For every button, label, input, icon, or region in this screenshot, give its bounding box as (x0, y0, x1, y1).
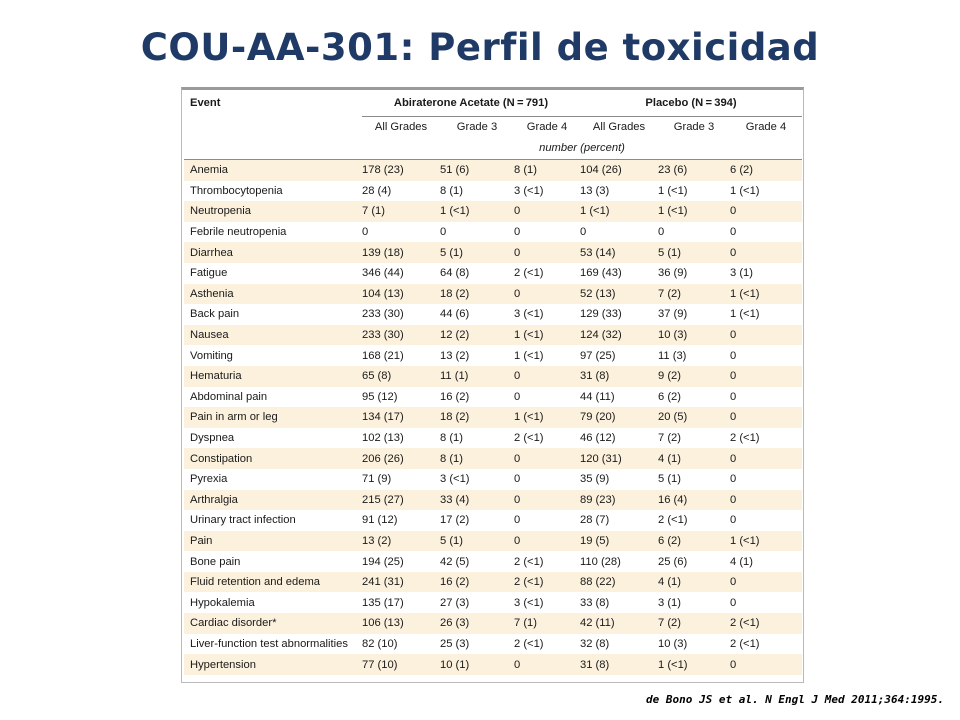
table-cell: 3 (<1) (514, 304, 580, 325)
table-row (184, 407, 802, 428)
table-cell: 11 (1) (440, 366, 514, 387)
table-cell: 0 (514, 469, 580, 490)
table-cell: 89 (23) (580, 490, 658, 511)
table-cell: 2 (<1) (514, 572, 580, 593)
table-row (184, 366, 802, 387)
table-cell: 3 (<1) (514, 181, 580, 202)
table-cell: 42 (5) (440, 551, 514, 572)
table-cell: 233 (30) (362, 325, 440, 346)
table-cell: 26 (3) (440, 613, 514, 634)
table-cell: 7 (1) (514, 613, 580, 634)
table-cell: 120 (31) (580, 448, 658, 469)
table-cell: 8 (1) (440, 428, 514, 449)
table-cell: 0 (362, 222, 440, 243)
table-cell: 77 (10) (362, 654, 440, 675)
table-cell: 97 (25) (580, 345, 658, 366)
table-row (184, 263, 802, 284)
event-name: Nausea (184, 325, 362, 346)
table-cell: 0 (730, 448, 802, 469)
event-name: Anemia (184, 160, 362, 181)
table-cell: 35 (9) (580, 469, 658, 490)
table-cell: 3 (1) (730, 263, 802, 284)
table-cell: 1 (<1) (730, 284, 802, 305)
table-cell: 64 (8) (440, 263, 514, 284)
table-cell: 1 (<1) (730, 531, 802, 552)
table-cell: 6 (2) (658, 531, 730, 552)
table-cell: 2 (<1) (730, 613, 802, 634)
group-header-placebo: Placebo (N = 394) (580, 90, 802, 117)
table-cell: 4 (1) (730, 551, 802, 572)
table-cell: 53 (14) (580, 242, 658, 263)
table-cell: 215 (27) (362, 490, 440, 511)
table-cell: 42 (11) (580, 613, 658, 634)
table-cell: 139 (18) (362, 242, 440, 263)
table-row (184, 160, 802, 181)
subheader-grade-3: Grade 3 (673, 121, 715, 133)
table-row (184, 448, 802, 469)
event-name: Back pain (184, 304, 362, 325)
table-cell: 110 (28) (580, 551, 658, 572)
table-cell: 44 (6) (440, 304, 514, 325)
table-cell: 3 (<1) (440, 469, 514, 490)
table-row (184, 654, 802, 675)
table-cell: 4 (1) (658, 572, 730, 593)
table-cell: 0 (730, 201, 802, 222)
table-cell: 0 (514, 448, 580, 469)
table-cell: 16 (4) (658, 490, 730, 511)
table-row (184, 592, 802, 613)
subheader-all-grades: All Grades (374, 121, 428, 133)
table-cell: 33 (4) (440, 490, 514, 511)
table-cell: 0 (730, 469, 802, 490)
table-cell: 206 (26) (362, 448, 440, 469)
table-cell: 0 (730, 592, 802, 613)
table-cell: 135 (17) (362, 592, 440, 613)
table-cell: 31 (8) (580, 654, 658, 675)
table-cell: 13 (2) (362, 531, 440, 552)
table-cell: 18 (2) (440, 407, 514, 428)
event-name: Abdominal pain (184, 387, 362, 408)
table-cell: 91 (12) (362, 510, 440, 531)
table-row (184, 531, 802, 552)
table-cell: 0 (514, 242, 580, 263)
table-cell: 106 (13) (362, 613, 440, 634)
table-cell: 5 (1) (658, 469, 730, 490)
table-cell: 0 (730, 366, 802, 387)
table-cell: 36 (9) (658, 263, 730, 284)
table-cell: 178 (23) (362, 160, 440, 181)
table-row (184, 634, 802, 655)
table-cell: 82 (10) (362, 634, 440, 655)
table-cell: 8 (1) (440, 448, 514, 469)
table-row (184, 181, 802, 202)
table-cell: 65 (8) (362, 366, 440, 387)
table-cell: 0 (730, 510, 802, 531)
table-cell: 13 (2) (440, 345, 514, 366)
event-name: Thrombocytopenia (184, 181, 362, 202)
table-cell: 0 (730, 407, 802, 428)
units-label: number (percent) (362, 137, 802, 160)
table-cell: 0 (730, 325, 802, 346)
event-name: Dyspnea (184, 428, 362, 449)
table-cell: 0 (514, 222, 580, 243)
table-cell: 1 (<1) (658, 654, 730, 675)
event-name: Febrile neutropenia (184, 222, 362, 243)
table-cell: 0 (580, 222, 658, 243)
table-cell: 0 (514, 490, 580, 511)
table-cell: 2 (<1) (658, 510, 730, 531)
table-cell: 5 (1) (440, 242, 514, 263)
table-cell: 2 (<1) (730, 428, 802, 449)
table-cell: 124 (32) (580, 325, 658, 346)
table-cell: 6 (2) (730, 160, 802, 181)
event-name: Hypertension (184, 654, 362, 675)
table-row (184, 469, 802, 490)
table-cell: 44 (11) (580, 387, 658, 408)
table-cell: 169 (43) (580, 263, 658, 284)
event-name: Diarrhea (184, 242, 362, 263)
table-cell: 9 (2) (658, 366, 730, 387)
table-cell: 28 (4) (362, 181, 440, 202)
table-cell: 7 (2) (658, 428, 730, 449)
table-cell: 33 (8) (580, 592, 658, 613)
table-cell: 0 (514, 366, 580, 387)
table-cell: 1 (<1) (440, 201, 514, 222)
event-name: Pain (184, 531, 362, 552)
table-cell: 129 (33) (580, 304, 658, 325)
table-cell: 0 (730, 222, 802, 243)
event-name: Neutropenia (184, 201, 362, 222)
table-row (184, 510, 802, 531)
table-row (184, 387, 802, 408)
table-row (184, 572, 802, 593)
table-cell: 7 (1) (362, 201, 440, 222)
table-cell: 346 (44) (362, 263, 440, 284)
table-cell: 37 (9) (658, 304, 730, 325)
table-cell: 28 (7) (580, 510, 658, 531)
table-cell: 1 (<1) (514, 325, 580, 346)
table-cell: 1 (<1) (730, 304, 802, 325)
table-cell: 0 (730, 242, 802, 263)
table-cell: 1 (<1) (514, 407, 580, 428)
event-header: Event (190, 97, 221, 110)
table-cell: 2 (<1) (730, 634, 802, 655)
table-cell: 233 (30) (362, 304, 440, 325)
citation: de Bono JS et al. N Engl J Med 2011;364:1995. (645, 693, 944, 706)
event-name: Urinary tract infection (184, 510, 362, 531)
table-cell: 0 (514, 387, 580, 408)
table-cell: 18 (2) (440, 284, 514, 305)
subheader-grade-4: Grade 4 (526, 121, 568, 133)
event-name: Pain in arm or leg (184, 407, 362, 428)
event-name: Constipation (184, 448, 362, 469)
table-cell: 19 (5) (580, 531, 658, 552)
event-name: Hematuria (184, 366, 362, 387)
table-cell: 0 (730, 490, 802, 511)
table-cell: 95 (12) (362, 387, 440, 408)
table-row (184, 242, 802, 263)
table-cell: 23 (6) (658, 160, 730, 181)
table-cell: 46 (12) (580, 428, 658, 449)
table-cell: 10 (3) (658, 634, 730, 655)
table-cell: 31 (8) (580, 366, 658, 387)
table-row (184, 428, 802, 449)
table-cell: 0 (514, 531, 580, 552)
table-cell: 10 (1) (440, 654, 514, 675)
table-row (184, 490, 802, 511)
table-cell: 5 (1) (658, 242, 730, 263)
table-cell: 1 (<1) (514, 345, 580, 366)
table-cell: 8 (1) (440, 181, 514, 202)
table-cell: 88 (22) (580, 572, 658, 593)
table-cell: 3 (1) (658, 592, 730, 613)
table-row (184, 222, 802, 243)
table-cell: 5 (1) (440, 531, 514, 552)
table-cell: 134 (17) (362, 407, 440, 428)
event-name: Asthenia (184, 284, 362, 305)
table-row (184, 345, 802, 366)
table-cell: 52 (13) (580, 284, 658, 305)
table-cell: 11 (3) (658, 345, 730, 366)
event-name: Hypokalemia (184, 592, 362, 613)
table-cell: 1 (<1) (730, 181, 802, 202)
table-cell: 1 (<1) (658, 181, 730, 202)
table-row (184, 613, 802, 634)
event-name: Arthralgia (184, 490, 362, 511)
table-cell: 0 (730, 572, 802, 593)
table-cell: 25 (3) (440, 634, 514, 655)
table-cell: 102 (13) (362, 428, 440, 449)
event-name: Bone pain (184, 551, 362, 572)
table-cell: 0 (514, 654, 580, 675)
table-cell: 1 (<1) (580, 201, 658, 222)
event-name: Pyrexia (184, 469, 362, 490)
table-cell: 0 (514, 201, 580, 222)
table-cell: 4 (1) (658, 448, 730, 469)
table-cell: 2 (<1) (514, 551, 580, 572)
table-cell: 194 (25) (362, 551, 440, 572)
table-row (184, 551, 802, 572)
table-cell: 16 (2) (440, 387, 514, 408)
table-cell: 10 (3) (658, 325, 730, 346)
table-cell: 0 (514, 284, 580, 305)
subheader-grade-3: Grade 3 (456, 121, 498, 133)
table-cell: 104 (26) (580, 160, 658, 181)
table-body (184, 160, 802, 675)
table-cell: 0 (730, 654, 802, 675)
table-cell: 8 (1) (514, 160, 580, 181)
table-cell: 104 (13) (362, 284, 440, 305)
event-name: Fluid retention and edema (184, 572, 362, 593)
toxicity-table (184, 90, 802, 675)
table-cell: 2 (<1) (514, 263, 580, 284)
table-row (184, 304, 802, 325)
table-cell: 51 (6) (440, 160, 514, 181)
table-cell: 0 (514, 510, 580, 531)
table-cell: 12 (2) (440, 325, 514, 346)
table-cell: 32 (8) (580, 634, 658, 655)
slide-title: COU-AA-301: Perfil de toxicidad (140, 26, 820, 69)
table-cell: 0 (440, 222, 514, 243)
event-name: Cardiac disorder* (184, 613, 362, 634)
table-cell: 0 (730, 387, 802, 408)
table-cell: 7 (2) (658, 284, 730, 305)
table-cell: 241 (31) (362, 572, 440, 593)
table-cell: 1 (<1) (658, 201, 730, 222)
table-cell: 3 (<1) (514, 592, 580, 613)
subheader-grade-4: Grade 4 (745, 121, 787, 133)
group-header-abiraterone: Abiraterone Acetate (N = 791) (362, 90, 580, 117)
table-cell: 0 (730, 345, 802, 366)
event-name: Vomiting (184, 345, 362, 366)
table-cell: 7 (2) (658, 613, 730, 634)
event-name: Liver-function test abnormalities (184, 634, 362, 655)
table-cell: 13 (3) (580, 181, 658, 202)
table-cell: 71 (9) (362, 469, 440, 490)
table-cell: 168 (21) (362, 345, 440, 366)
table-cell: 79 (20) (580, 407, 658, 428)
table-cell: 27 (3) (440, 592, 514, 613)
table-cell: 2 (<1) (514, 428, 580, 449)
table-cell: 16 (2) (440, 572, 514, 593)
table-cell: 0 (658, 222, 730, 243)
table-cell: 2 (<1) (514, 634, 580, 655)
table-cell: 17 (2) (440, 510, 514, 531)
table-cell: 25 (6) (658, 551, 730, 572)
table-cell: 20 (5) (658, 407, 730, 428)
subheader-all-grades: All Grades (592, 121, 646, 133)
event-name: Fatigue (184, 263, 362, 284)
table-row (184, 325, 802, 346)
table-row (184, 284, 802, 305)
table-cell: 6 (2) (658, 387, 730, 408)
table-row (184, 201, 802, 222)
